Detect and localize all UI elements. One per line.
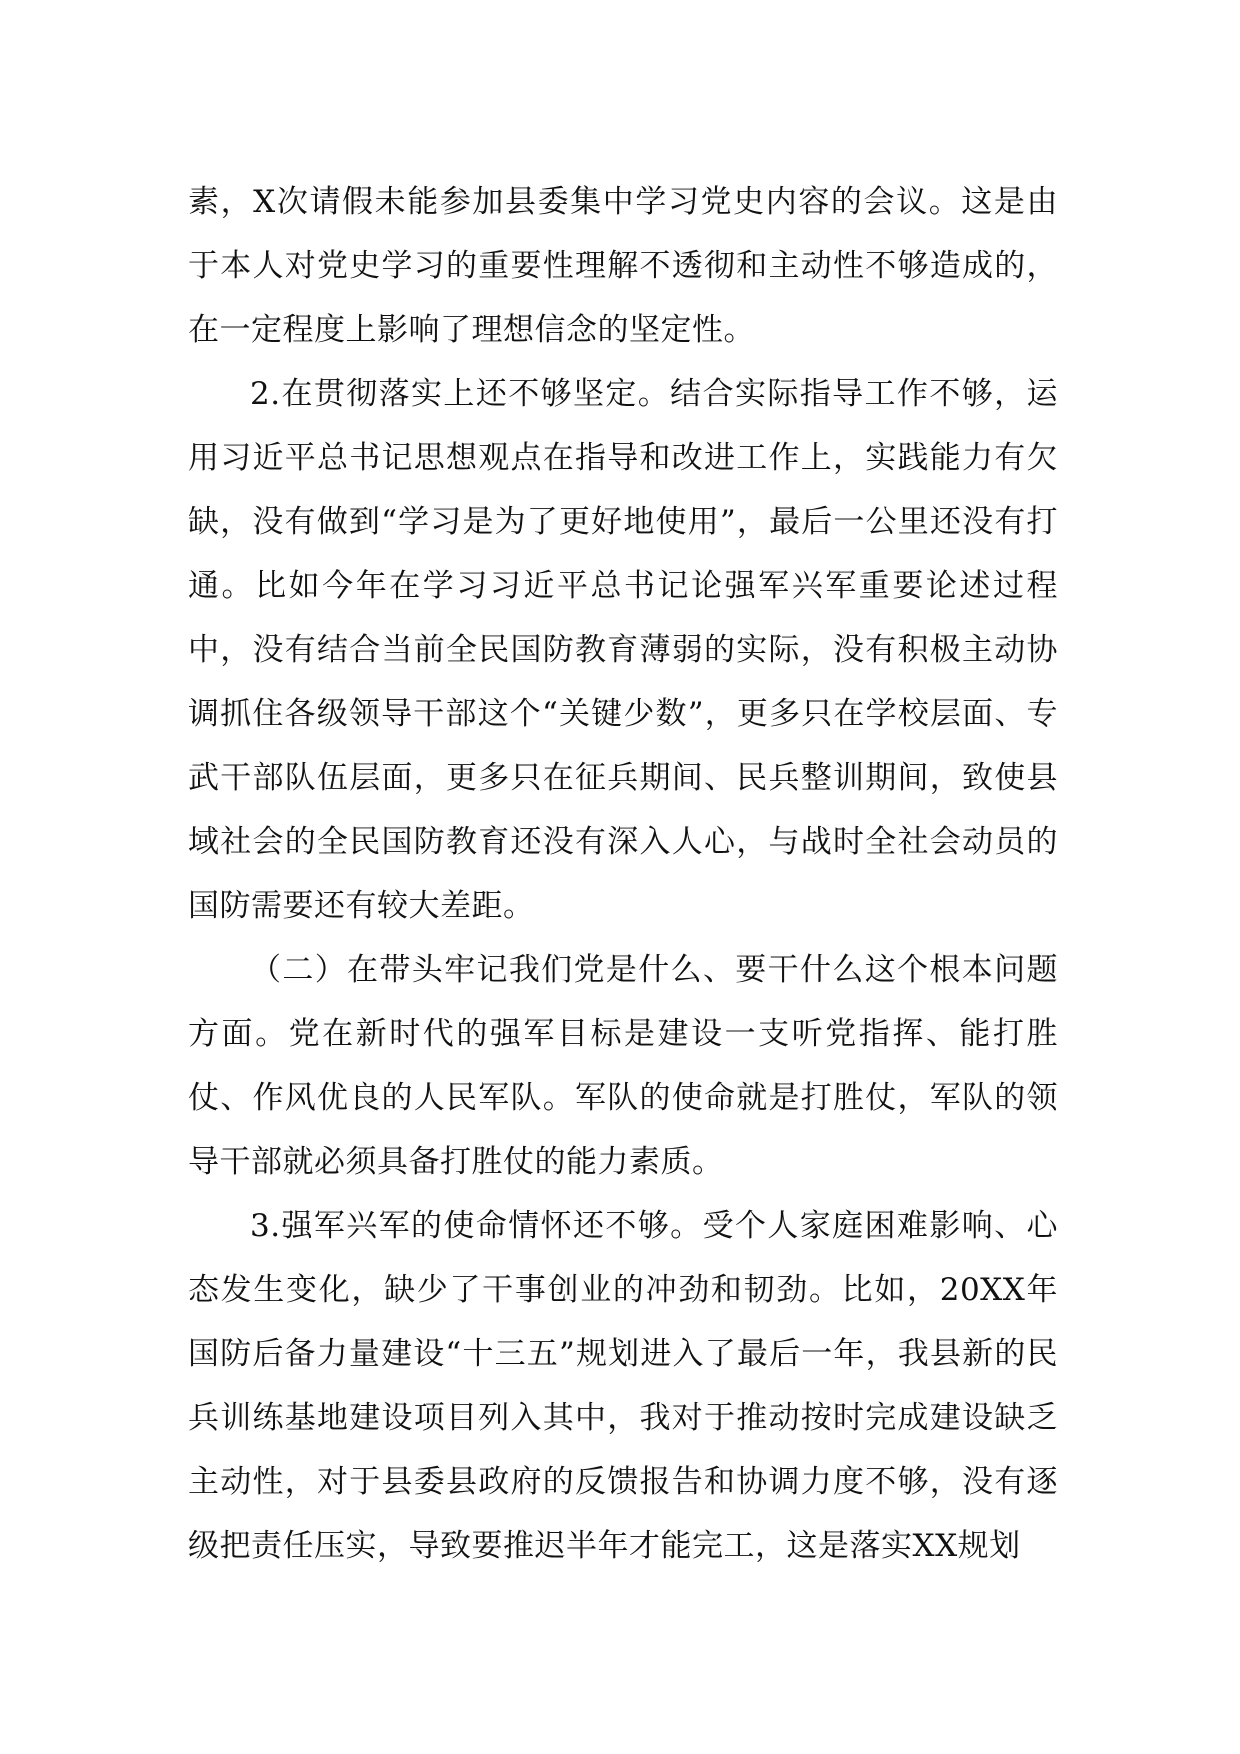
paragraph-item-2: 2.在贯彻落实上还不够坚定。结合实际指导工作不够，运用习近平总书记思想观点在指导和改进工作上，实践能力有欠缺，没有做到“学习是为了更好地使用”，最后一公里还没有打通。比如今年在学习习近平总书记论强军兴军重要论述过程中，没有结合当前全民国防教育薄弱的实际，没有积极主动协调抓住各级领导干部这个“关键少数”，更多只在学校层面、专武干部队伍层面，更多只在征兵期间、民兵整训期间，致使县域社会的全民国防教育还没有深入人心，与战时全社会动员的国防需要还有较大差距。 [188,376,1058,924]
paragraph-section-2: （二）在带头牢记我们党是什么、要干什么这个根本问题方面。党在新时代的强军目标是建设一支听党指挥、能打胜仗、作风优良的人民军队。军队的使命就是打胜仗，军队的领导干部就必须具备打胜仗的能力素质。 [188,952,1058,1180]
paragraph-item-3: 3.强军兴军的使命情怀还不够。受个人家庭困难影响、心态发生变化，缺少了干事创业的冲劲和韧劲。比如，20XX年国防后备力量建设“十三五”规划进入了最后一年，我县新的民兵训练基地建设项目列入其中，我对于推动按时完成建设缺乏主动性，对于县委县政府的反馈报告和协调力度不够，没有逐级把责任压实，导致要推迟半年才能完工，这是落实XX规划 [188,1208,1058,1564]
document-body [188,170,1058,1578]
paragraph-continuation: 素，X次请假未能参加县委集中学习党史内容的会议。这是由于本人对党史学习的重要性理解不透彻和主动性不够造成的，在一定程度上影响了理想信念的坚定性。 [188,184,1058,348]
